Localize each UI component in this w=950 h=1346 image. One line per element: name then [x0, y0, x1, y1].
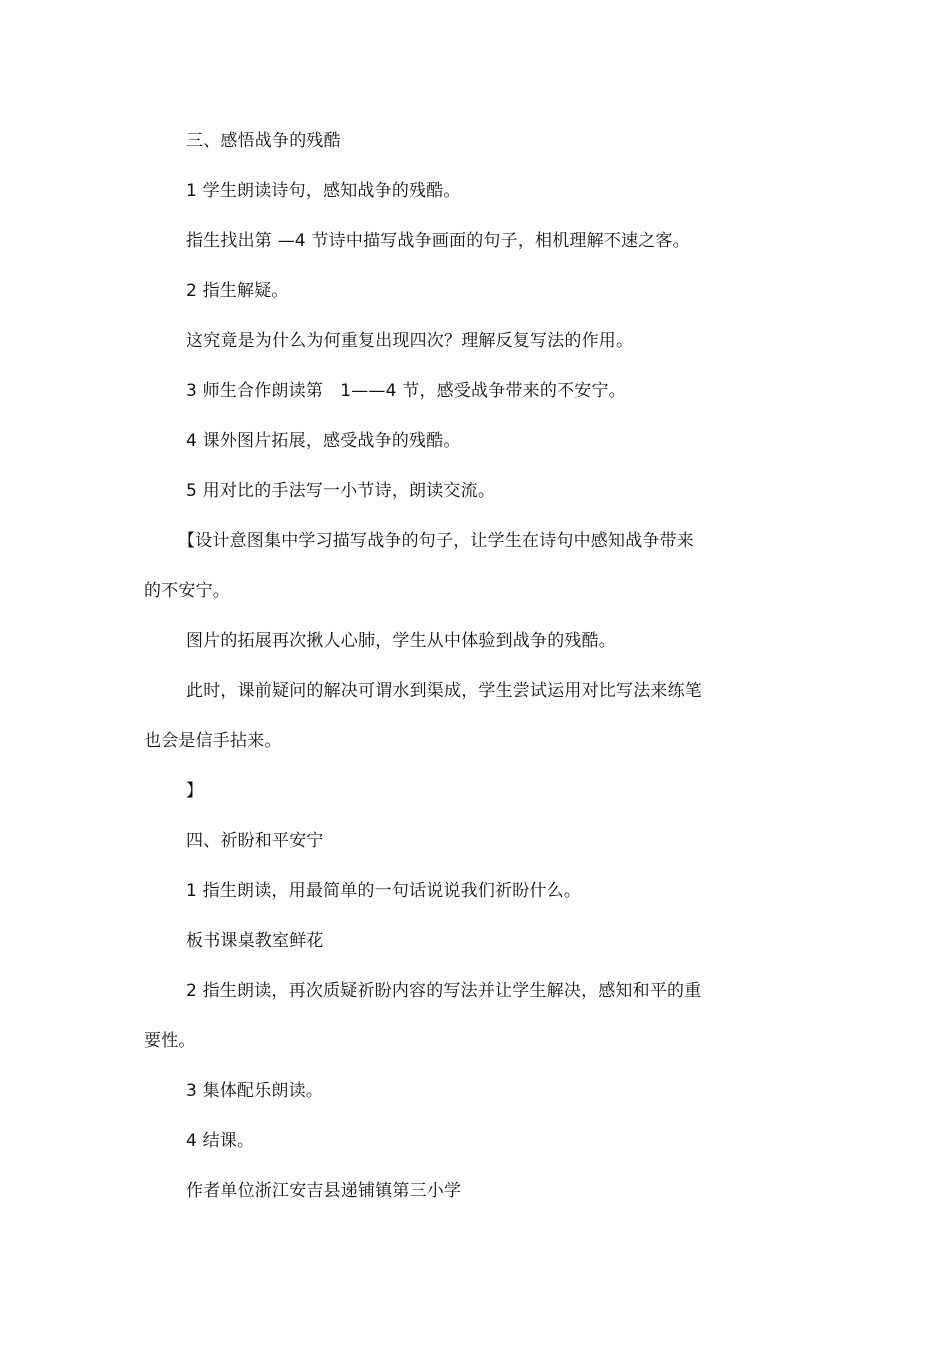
paragraph: 板书课桌教室鲜花: [186, 931, 324, 951]
paragraph: 5 用对比的手法写一小节诗，朗读交流。: [186, 481, 496, 501]
paragraph: 1 学生朗读诗句，感知战争的残酷。: [186, 181, 461, 201]
design-intent-paragraph: 【设计意图集中学习描写战争的句子，让学生在诗句中感知战争带来: [178, 531, 694, 551]
section-heading-3: 三、感悟战争的残酷: [186, 131, 341, 151]
paragraph: 图片的拓展再次揪人心肺，学生从中体验到战争的残酷。: [186, 631, 616, 651]
closing-bracket: 】: [186, 781, 204, 801]
author-affiliation: 作者单位浙江安吉县递铺镇第三小学: [186, 1181, 462, 1201]
section-heading-4: 四、祈盼和平安宁: [186, 831, 324, 851]
paragraph-continuation: 要性。: [144, 1031, 196, 1051]
paragraph: 此时，课前疑问的解决可谓水到渠成，学生尝试运用对比写法来练笔: [186, 681, 702, 701]
paragraph: 这究竟是为什么为何重复出现四次？理解反复写法的作用。: [186, 331, 634, 351]
paragraph-continuation: 也会是信手拈来。: [144, 731, 282, 751]
paragraph: 1 指生朗读，用最简单的一句话说说我们祈盼什么。: [186, 881, 582, 901]
paragraph: 3 集体配乐朗读。: [186, 1081, 324, 1101]
paragraph: 指生找出第 —4 节诗中描写战争画面的句子，相机理解不速之客。: [186, 231, 690, 251]
paragraph: 2 指生解疑。: [186, 281, 289, 301]
paragraph: 4 结课。: [186, 1131, 255, 1151]
paragraph: 3 师生合作朗读第 1——4 节，感受战争带来的不安宁。: [186, 381, 626, 401]
paragraph: 4 课外图片拓展，感受战争的残酷。: [186, 431, 461, 451]
paragraph-continuation: 的不安宁。: [144, 581, 230, 601]
paragraph: 2 指生朗读，再次质疑祈盼内容的写法并让学生解决，感知和平的重: [186, 981, 702, 1001]
